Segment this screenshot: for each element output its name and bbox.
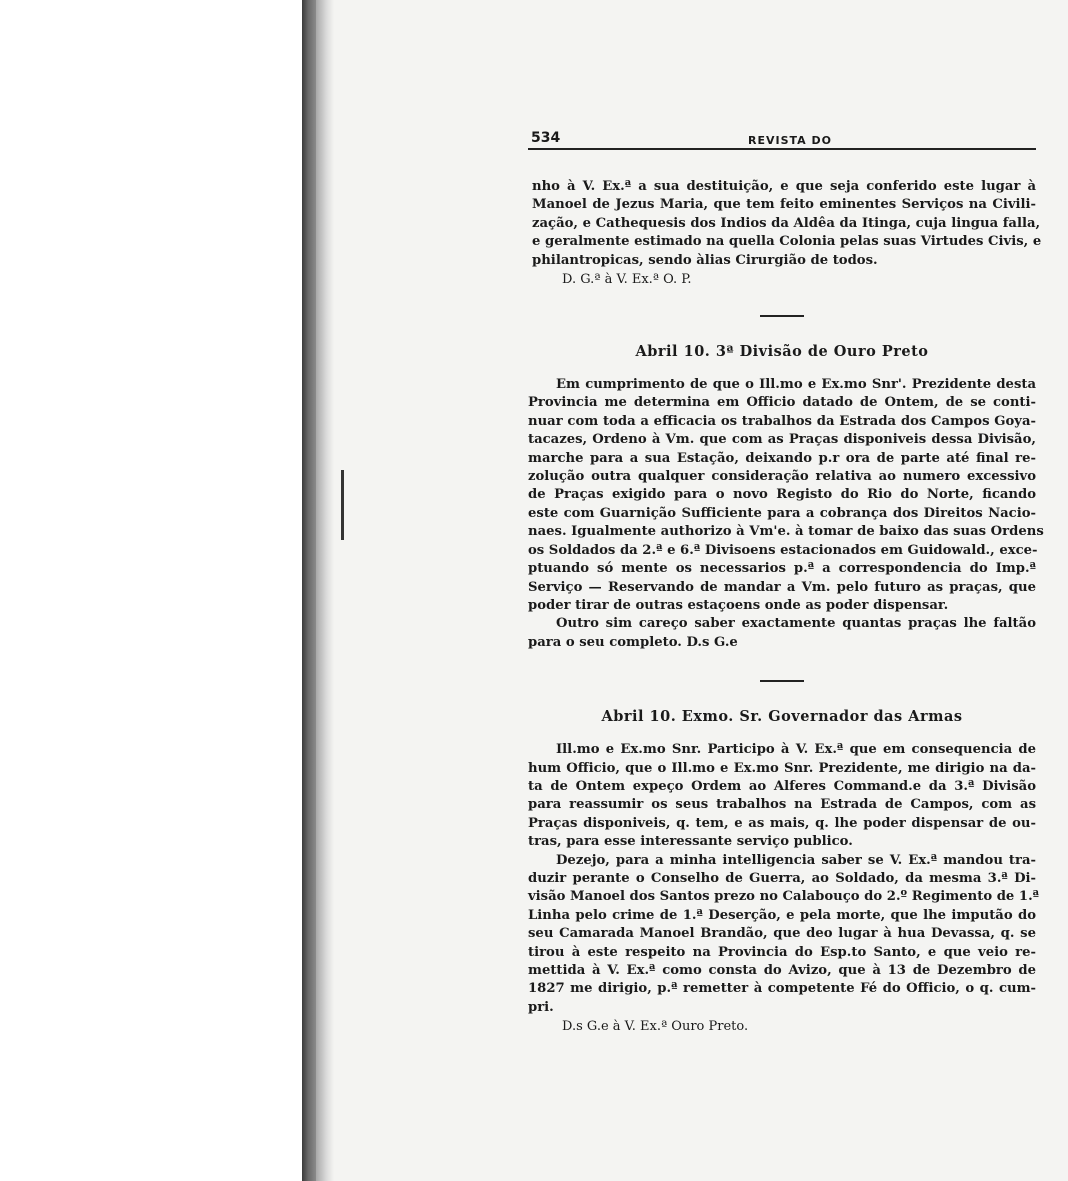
running-head [528, 126, 1036, 150]
entry-2-text-continued [528, 615, 1036, 652]
text-line: philantropicas, sendo àlias Cirurgião de todos. [532, 252, 878, 268]
text-line: ptuando só mente os necessarios p.ª a correspondencia do Imp.ª [528, 561, 1036, 577]
running-title: REVISTA DO [748, 134, 832, 147]
entry-3-signature: D.s G.e à V. Ex.ª Ouro Preto. [562, 1019, 749, 1035]
text-line: seu Camarada Manoel Brandão, que deo lugar à hua Devassa, q. se [528, 926, 1036, 942]
text-line: Manoel de Jezus Maria, que tem feito eminentes Serviços na Civili- [532, 197, 1036, 213]
text-line: Outro sim careço saber exactamente quantas praças lhe faltão [556, 616, 1036, 632]
text-line: naes. Igualmente authorizo à Vm'e. à tomar de baixo das suas Ordens [528, 524, 1044, 540]
entry-3-text-continued [528, 852, 1040, 1018]
text-line: Em cumprimento de que o Ill.mo e Ex.mo Snr'. Prezidente desta [556, 377, 1036, 393]
text-line: zação, e Cathequesis dos Indios da Aldêa da Itinga, cuja lingua falla, [532, 215, 1041, 231]
text-line: Ill.mo e Ex.mo Snr. Participo à V. Ex.ª que em consequencia de [556, 742, 1036, 758]
text-line: mettida à V. Ex.ª como consta do Avizo, que à 13 de Dezembro de [528, 963, 1036, 978]
text-line: 1827 me dirigio, p.ª remetter à competente Fé do Officio, o q. cum- [528, 981, 1036, 997]
section-divider [760, 315, 804, 317]
section-divider [760, 680, 804, 682]
text-line: duzir perante o Conselho de Guerra, ao Soldado, da mesma 3.ª Di- [528, 870, 1036, 886]
text-line: Dezejo, para a minha intelligencia saber se V. Ex.ª mandou tra- [556, 852, 1036, 868]
book-gutter-shadow [302, 0, 316, 1181]
text-line: Serviço — Reservando de mandar a Vm. pelo futuro as praças, que [528, 579, 1036, 595]
text-line: zolução outra qualquer consideração relativa ao numero excessivo [528, 469, 1036, 485]
entry-3-heading: Abril 10. Exmo. Sr. Governador das Armas [601, 708, 963, 726]
text-line: Praças disponiveis, q. tem, e as mais, q. lhe poder dispensar de ou- [528, 815, 1036, 831]
entry-3-text [528, 741, 1036, 851]
text-line: tacazes, Ordeno à Vm. que com as Praças disponiveis dessa Divisão, [528, 432, 1036, 448]
margin-mark [341, 470, 344, 540]
left-blank-page [0, 0, 302, 1181]
text-line: de Praças exigido para o novo Registo do Rio do Norte, ficando [528, 487, 1036, 503]
text-line: nuar com toda a efficacia os trabalhos da Estrada dos Campos Goya- [528, 413, 1036, 429]
text-line: tras, para esse interessante serviço publico. [528, 834, 853, 850]
text-line: este com Guarnição Sufficiente para a cobrança dos Direitos Nacio- [528, 505, 1036, 521]
text-line: Linha pelo crime de 1.ª Deserção, e pela morte, que lhe imputão do [528, 907, 1036, 923]
text-line: marche para a sua Estação, deixando p.r ora de parte até final re- [528, 450, 1036, 466]
text-line: tirou à este respeito na Provincia do Esp.to Santo, e que veio re- [528, 944, 1036, 960]
text-line: para o seu completo. D.s G.e [528, 634, 738, 650]
document-page [528, 126, 1044, 1035]
entry-2-text [528, 376, 1044, 615]
text-line: os Soldados da 2.ª e 6.ª Divisoens estacionados em Guidowald., exce- [528, 542, 1038, 558]
text-line: e geralmente estimado na quella Colonia pelas suas Virtudes Civis, e [532, 234, 1042, 250]
text-line: para reassumir os seus trabalhos na Estrada de Campos, com as [528, 797, 1036, 813]
book-gutter-fade [316, 0, 334, 1181]
text-line: nho à V. Ex.ª a sua destituição, e que seja conferido este lugar à [532, 179, 1036, 194]
entry-2-heading: Abril 10. 3ª Divisão de Ouro Preto [635, 343, 929, 361]
entry-1-text [532, 178, 1042, 270]
text-line: visão Manoel dos Santos prezo no Calabouço do 2.º Regimento de 1.ª [528, 889, 1040, 905]
text-line: pri. [528, 999, 554, 1015]
text-line: poder tirar de outras estaçoens onde as poder dispensar. [528, 597, 949, 613]
page-number: 534 [531, 130, 561, 146]
text-line: Provincia me determina em Officio datado de Ontem, de se conti- [528, 395, 1036, 411]
text-line: ta de Ontem expeço Ordem ao Alferes Command.e da 3.ª Divisão [528, 778, 1036, 794]
text-line: hum Officio, que o Ill.mo e Ex.mo Snr. Prezidente, me dirigio na da- [528, 760, 1036, 776]
entry-1-signature: D. G.ª à V. Ex.ª O. P. [562, 272, 692, 288]
